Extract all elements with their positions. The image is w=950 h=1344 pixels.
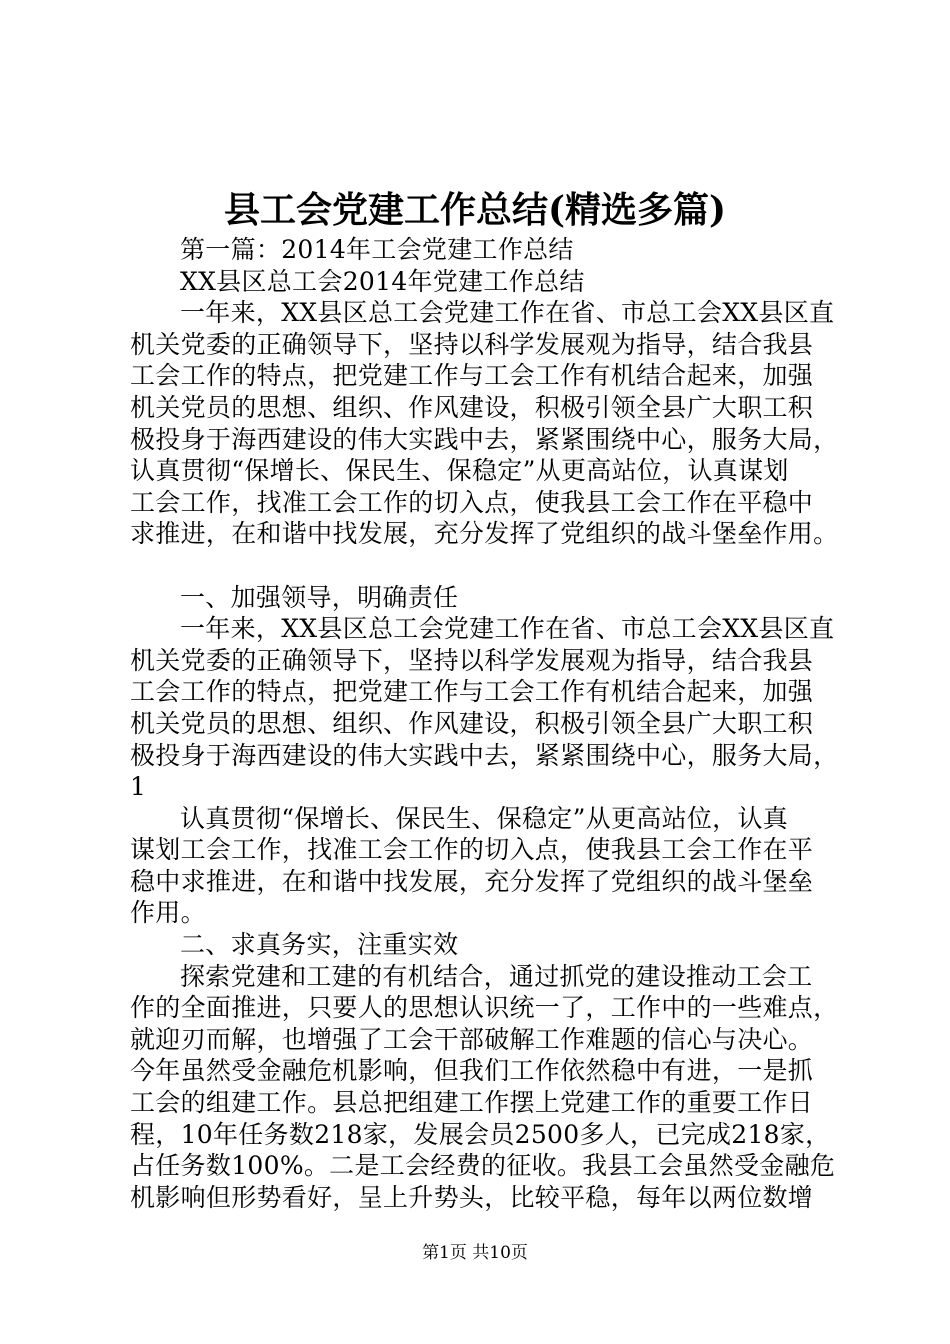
text-line: 二、求真务实，注重实效	[180, 930, 459, 960]
text-line: 求推进，在和谐中找发展，充分发挥了党组织的战斗堡垒作用。	[130, 519, 839, 549]
text-line: 一、加强领导，明确责任	[180, 582, 459, 612]
text-line: 极投身于海西建设的伟大实践中去，紧紧围绕中心，服务大局，	[130, 740, 839, 770]
text-line: 稳中求推进，在和谐中找发展，充分发挥了党组织的战斗堡垒	[130, 866, 814, 896]
text-line: 工会工作的特点，把党建工作与工会工作有机结合起来，加强	[130, 361, 814, 391]
text-line: 认真贯彻“保增长、保民生、保稳定”从更高站位，认真	[180, 803, 789, 833]
text-line: 一年来，XX县区总工会党建工作在省、市总工会XX县区直	[180, 298, 835, 328]
text-line: 作的全面推进，只要人的思想认识统一了，工作中的一些难点，	[130, 993, 839, 1023]
text-line: 机关党员的思想、组织、作风建设，积极引领全县广大职工积	[130, 708, 814, 738]
text-line: 程，10年任务数218家，发展会员2500多人，已完成218家，	[130, 1119, 831, 1149]
text-line: XX县区总工会2014年党建工作总结	[180, 266, 585, 296]
text-line: 作用。	[130, 898, 206, 928]
text-line: 今年虽然受金融危机影响，但我们工作依然稳中有进，一是抓	[130, 1056, 814, 1086]
text-line: 极投身于海西建设的伟大实践中去，紧紧围绕中心，服务大局，	[130, 424, 839, 454]
document-title: 县工会党建工作总结(精选多篇)	[223, 189, 727, 231]
document-body	[130, 234, 839, 1213]
text-line: 机关党委的正确领导下，坚持以科学发展观为指导，结合我县	[130, 645, 814, 675]
text-line: 认真贯彻“保增长、保民生、保稳定”从更高站位，认真谋划	[130, 456, 789, 486]
text-line: 占任务数100%。二是工会经费的征收。我县工会虽然受金融危	[130, 1151, 836, 1181]
text-line: 机关党员的思想、组织、作风建设，积极引领全县广大职工积	[130, 392, 814, 422]
text-line: 工会的组建工作。县总把组建工作摆上党建工作的重要工作日	[130, 1088, 814, 1118]
text-line: 第一篇：2014年工会党建工作总结	[180, 235, 574, 264]
text-line: 探索党建和工建的有机结合，通过抓党的建设推动工会工	[180, 961, 813, 991]
text-line: 机关党委的正确领导下，坚持以科学发展观为指导，结合我县	[130, 329, 814, 359]
text-line: 工会工作的特点，把党建工作与工会工作有机结合起来，加强	[130, 677, 814, 707]
text-line: 一年来，XX县区总工会党建工作在省、市总工会XX县区直	[180, 614, 835, 644]
text-line: 机影响但形势看好，呈上升势头，比较平稳，每年以两位数增	[130, 1182, 814, 1212]
text-line: 就迎刃而解，也增强了工会干部破解工作难题的信心与决心。	[130, 1024, 814, 1054]
text-line: 谋划工会工作，找准工会工作的切入点，使我县工会工作在平	[130, 835, 814, 865]
page-footer: 第1页 共10页	[422, 1243, 528, 1263]
text-line: 1	[130, 772, 147, 802]
paragraph-gap	[130, 550, 830, 582]
text-line: 工会工作，找准工会工作的切入点，使我县工会工作在平稳中	[130, 487, 814, 517]
